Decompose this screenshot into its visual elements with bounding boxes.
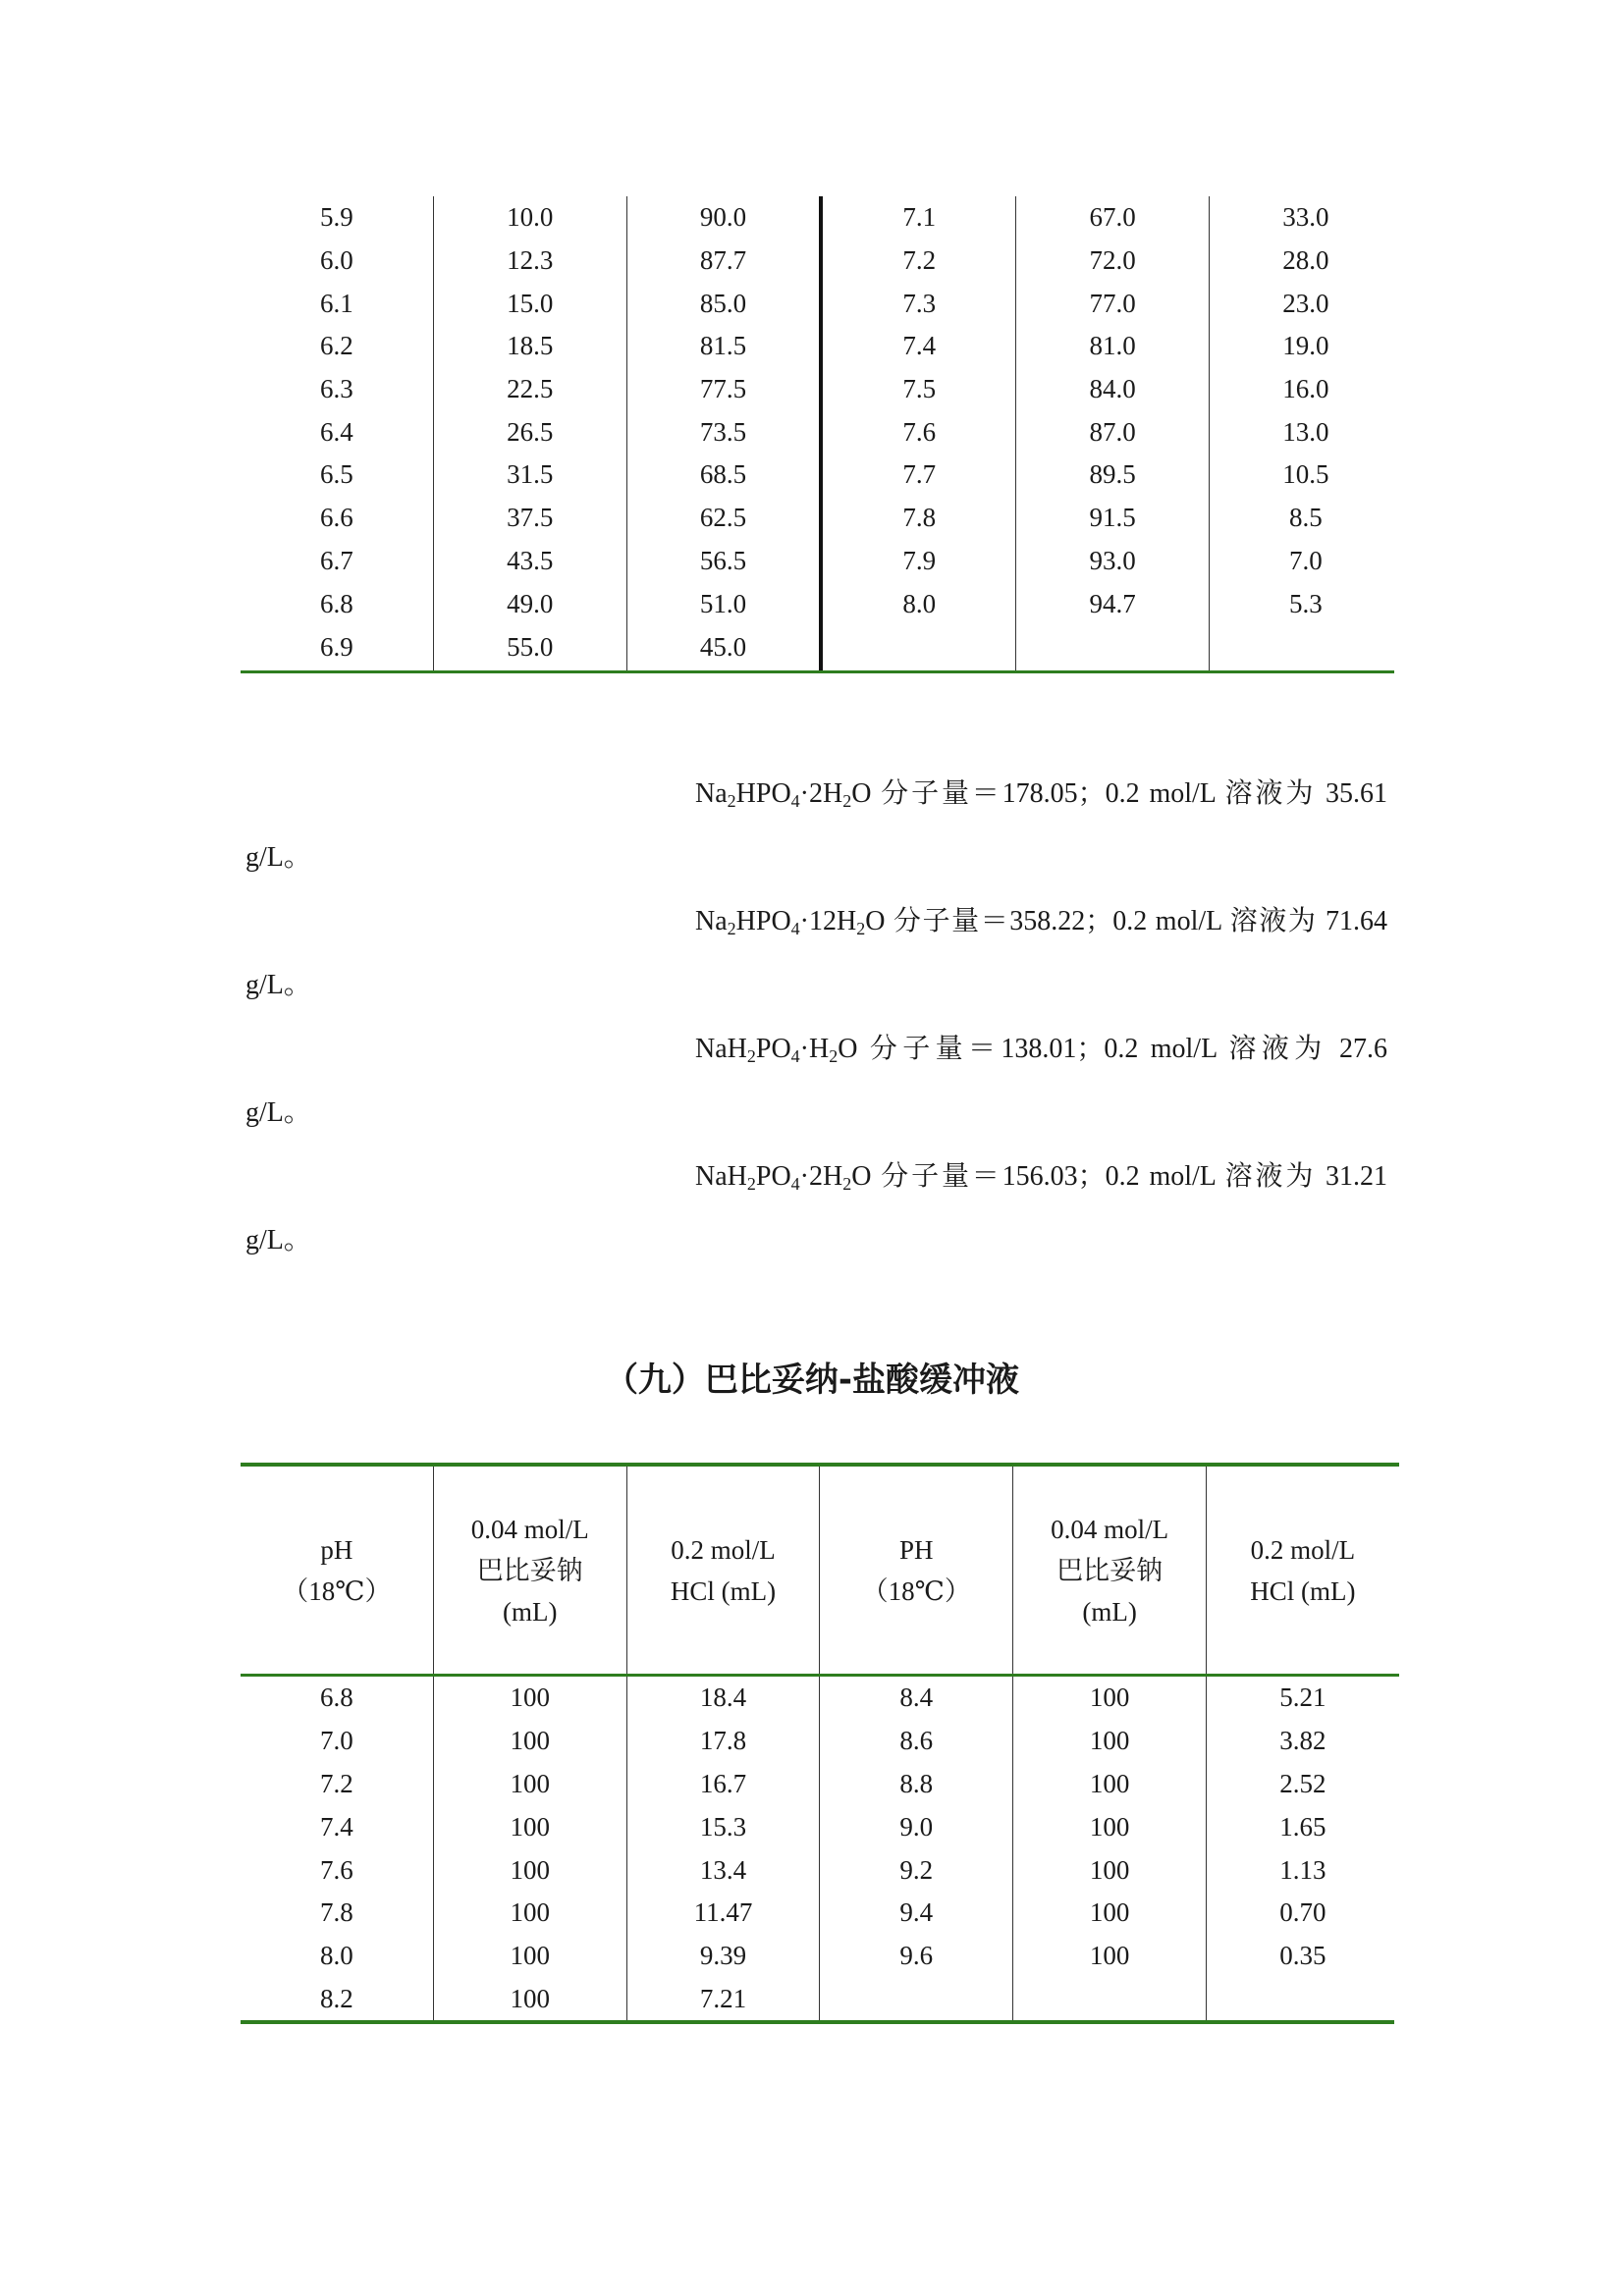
table-cell: 56.5 — [626, 540, 821, 583]
table-cell: 90.0 — [626, 196, 821, 240]
table-cell: 1.65 — [1279, 1811, 1326, 1842]
table-cell: 15.0 — [433, 282, 626, 325]
table-cell: 5.21 — [1279, 1682, 1326, 1713]
formula-subscript: 4 — [790, 919, 800, 938]
note-line — [695, 778, 1388, 811]
table-cell: 7.8 — [821, 497, 1015, 540]
table-cell: 100 — [433, 1978, 626, 2021]
table-cell: 100 — [1013, 1720, 1207, 1763]
table-cell: 87.0 — [1016, 410, 1210, 454]
table-cell: 7.21 — [626, 1978, 820, 2021]
note-text: 分子量＝178.05；0.2 mol/L 溶液为 35.61 — [881, 778, 1388, 809]
table-cell: 85.0 — [626, 282, 821, 325]
table-cell: 100 — [433, 1720, 626, 1763]
note-unit: g/L。 — [245, 842, 311, 873]
table-cell: 81.5 — [626, 325, 821, 368]
table-cell: 7.1 — [821, 196, 1015, 240]
formula-subscript: 4 — [790, 1174, 800, 1194]
table-cell: 100 — [1013, 1676, 1207, 1720]
formula-text: NaH — [695, 1161, 747, 1192]
table-cell: 28.0 — [1282, 245, 1329, 276]
table-cell: 8.0 — [821, 582, 1015, 625]
table-cell: 100 — [433, 1848, 626, 1892]
table-cell: 6.0 — [241, 240, 433, 283]
chemical-formula — [695, 778, 871, 809]
table-cell: 17.8 — [626, 1720, 820, 1763]
formula-text: ·2H — [799, 778, 843, 809]
chemical-formula — [695, 1161, 871, 1192]
formula-text: O — [838, 1034, 858, 1064]
table-cell: 100 — [1013, 1935, 1207, 1978]
header-cell: 0.04 mol/L 巴比妥钠 (mL) — [1013, 1465, 1207, 1676]
table-row — [241, 1848, 1399, 1892]
table-cell: 43.5 — [433, 540, 626, 583]
table-cell: 15.3 — [626, 1805, 820, 1848]
note-unit: g/L。 — [245, 970, 311, 1000]
note-text: 分子量＝156.03；0.2 mol/L 溶液为 31.21 — [881, 1161, 1388, 1192]
table-cell: 55.0 — [433, 625, 626, 670]
table-cell — [821, 625, 1015, 670]
table-cell: 11.47 — [626, 1892, 820, 1935]
table-cell: 3.82 — [1279, 1726, 1326, 1756]
table-cell: 7.6 — [821, 410, 1015, 454]
formula-subscript: 2 — [842, 1174, 852, 1194]
table-cell: 19.0 — [1282, 331, 1329, 361]
table-row — [241, 1978, 1399, 2021]
table-cell: 26.5 — [433, 410, 626, 454]
table-cell: 100 — [1013, 1848, 1207, 1892]
table-cell: 22.5 — [433, 368, 626, 411]
note-text: 分子量＝358.22；0.2 mol/L 溶液为 71.64 — [893, 906, 1388, 936]
table-cell: 12.3 — [433, 240, 626, 283]
table-cell: 45.0 — [626, 625, 821, 670]
section-title: （九）巴比妥纳-盐酸缓冲液 — [604, 1361, 1020, 1400]
table-cell: 33.0 — [1282, 202, 1329, 233]
table-row — [241, 1892, 1399, 1935]
formula-subscript: 4 — [790, 791, 800, 811]
phosphate-buffer-table-continued — [241, 196, 1402, 670]
table-row — [241, 1676, 1399, 1720]
table-cell: 51.0 — [626, 582, 821, 625]
table-row — [241, 410, 1402, 454]
table-cell: 7.6 — [241, 1848, 433, 1892]
table-cell: 89.5 — [1016, 454, 1210, 497]
chemical-formula — [695, 1034, 857, 1064]
table-cell: 100 — [433, 1935, 626, 1978]
note-line — [695, 1161, 1388, 1194]
table-cell: 100 — [433, 1763, 626, 1806]
formula-text: NaH — [695, 1034, 747, 1064]
table-cell: 77.5 — [626, 368, 821, 411]
formula-subscript: 2 — [727, 791, 736, 811]
table-cell: 7.9 — [821, 540, 1015, 583]
formula-subscript: 2 — [829, 1046, 839, 1066]
table-cell: 37.5 — [433, 497, 626, 540]
note-line — [695, 1034, 1388, 1066]
table-cell — [1209, 625, 1401, 670]
table-cell: 5.3 — [1289, 588, 1323, 618]
table-row — [241, 325, 1402, 368]
table-cell: 77.0 — [1016, 282, 1210, 325]
table-cell: 10.0 — [433, 196, 626, 240]
table-cell — [1206, 1978, 1398, 2021]
table-cell: 7.4 — [241, 1805, 433, 1848]
table-row — [241, 625, 1402, 670]
barbital-buffer-table-wrapper — [241, 1463, 1394, 2024]
table-cell: 94.7 — [1016, 582, 1210, 625]
table-cell: 6.9 — [241, 625, 433, 670]
table-row — [241, 240, 1402, 283]
table-cell: 9.4 — [820, 1892, 1013, 1935]
table-cell: 16.7 — [626, 1763, 820, 1806]
table-cell — [1016, 625, 1210, 670]
table-cell: 8.4 — [820, 1676, 1013, 1720]
table-cell: 8.2 — [241, 1978, 433, 2021]
table-row — [241, 454, 1402, 497]
table-row — [241, 1763, 1399, 1806]
table-cell: 0.35 — [1279, 1941, 1326, 1971]
table-cell: 5.9 — [241, 196, 433, 240]
formula-text: O — [851, 1161, 872, 1192]
table-cell: 100 — [1013, 1892, 1207, 1935]
header-cell: 0.2 mol/L HCl (mL) — [626, 1465, 820, 1676]
table-cell: 68.5 — [626, 454, 821, 497]
table-cell: 81.0 — [1016, 325, 1210, 368]
table-row — [241, 1935, 1399, 1978]
formula-subscript: 4 — [790, 1046, 800, 1066]
formula-text: ·12H — [799, 906, 857, 936]
table-row — [241, 497, 1402, 540]
table-cell: 23.0 — [1282, 288, 1329, 318]
table-cell: 0.70 — [1279, 1897, 1326, 1928]
formula-text: ·H — [799, 1034, 830, 1064]
note-unit: g/L。 — [245, 1225, 311, 1255]
table-cell: 8.6 — [820, 1720, 1013, 1763]
table-cell: 7.0 — [1289, 545, 1323, 575]
table-cell: 6.8 — [241, 582, 433, 625]
table-cell: 13.0 — [1282, 416, 1329, 447]
table-cell: 8.0 — [241, 1935, 433, 1978]
formula-text: HPO — [735, 906, 791, 936]
table-cell: 8.8 — [820, 1763, 1013, 1806]
table-cell: 1.13 — [1279, 1854, 1326, 1885]
formula-subscript: 2 — [746, 1174, 756, 1194]
table-cell: 7.4 — [821, 325, 1015, 368]
table-cell: 9.0 — [820, 1805, 1013, 1848]
formula-text: Na — [695, 778, 728, 809]
table-cell: 49.0 — [433, 582, 626, 625]
table-cell: 8.5 — [1289, 503, 1323, 533]
table-cell: 7.2 — [241, 1763, 433, 1806]
table-cell — [1013, 1978, 1207, 2021]
table-cell: 67.0 — [1016, 196, 1210, 240]
table-row — [241, 1720, 1399, 1763]
table-cell: 9.6 — [820, 1935, 1013, 1978]
formula-text: O — [865, 906, 886, 936]
table-cell: 7.7 — [821, 454, 1015, 497]
table-row — [241, 282, 1402, 325]
note-unit: g/L。 — [245, 1097, 311, 1128]
table-row — [241, 582, 1402, 625]
table-cell: 9.39 — [626, 1935, 820, 1978]
formula-text: PO — [755, 1161, 791, 1192]
header-cell: 0.04 mol/L 巴比妥钠 (mL) — [433, 1465, 626, 1676]
table-cell: 18.4 — [626, 1676, 820, 1720]
table-cell: 7.5 — [821, 368, 1015, 411]
table-cell: 10.5 — [1282, 459, 1329, 490]
table-cell: 87.7 — [626, 240, 821, 283]
formula-text: HPO — [735, 778, 791, 809]
table-cell: 2.52 — [1279, 1768, 1326, 1798]
table-cell: 91.5 — [1016, 497, 1210, 540]
table-cell: 6.8 — [241, 1676, 433, 1720]
table-cell: 62.5 — [626, 497, 821, 540]
table-cell: 100 — [433, 1676, 626, 1720]
formula-text: O — [851, 778, 872, 809]
formula-subscript: 2 — [746, 1046, 756, 1066]
formula-subscript: 2 — [727, 919, 736, 938]
formula-subscript: 2 — [856, 919, 866, 938]
table-row — [241, 540, 1402, 583]
table-cell: 100 — [1013, 1763, 1207, 1806]
table-cell: 7.8 — [241, 1892, 433, 1935]
table-cell: 100 — [1013, 1805, 1207, 1848]
note-line — [695, 906, 1388, 938]
table-cell: 13.4 — [626, 1848, 820, 1892]
table-cell: 84.0 — [1016, 368, 1210, 411]
table-bottom-rule — [241, 670, 1394, 673]
table-cell: 6.2 — [241, 325, 433, 368]
table-cell: 6.6 — [241, 497, 433, 540]
header-cell: pH （18℃） — [241, 1465, 433, 1676]
table-cell: 7.3 — [821, 282, 1015, 325]
table-cell: 93.0 — [1016, 540, 1210, 583]
formula-text: ·2H — [799, 1161, 843, 1192]
table-cell: 73.5 — [626, 410, 821, 454]
table-row — [241, 1805, 1399, 1848]
table-cell — [820, 1978, 1013, 2021]
table-cell: 18.5 — [433, 325, 626, 368]
table-row — [241, 196, 1402, 240]
table-cell: 72.0 — [1016, 240, 1210, 283]
table-cell: 31.5 — [433, 454, 626, 497]
table-cell: 9.2 — [820, 1848, 1013, 1892]
barbital-hcl-buffer-table — [241, 1463, 1399, 2020]
table-header-row — [241, 1465, 1399, 1676]
table-cell: 6.3 — [241, 368, 433, 411]
table-cell: 7.2 — [821, 240, 1015, 283]
header-cell: 0.2 mol/L HCl (mL) — [1250, 1534, 1356, 1606]
table-cell: 7.0 — [241, 1720, 433, 1763]
formula-text: Na — [695, 906, 728, 936]
table-cell: 16.0 — [1282, 374, 1329, 404]
table-cell: 6.5 — [241, 454, 433, 497]
table-cell: 100 — [433, 1892, 626, 1935]
chemical-formula — [695, 906, 885, 936]
formula-text: PO — [755, 1034, 791, 1064]
table-cell: 100 — [433, 1805, 626, 1848]
table-cell: 6.7 — [241, 540, 433, 583]
table-bottom-rule — [241, 2020, 1394, 2024]
note-text: 分子量＝138.01；0.2 mol/L 溶液为 27.6 — [869, 1034, 1388, 1064]
table-row — [241, 368, 1402, 411]
formula-subscript: 2 — [842, 791, 852, 811]
table-cell: 6.4 — [241, 410, 433, 454]
table-cell: 6.1 — [241, 282, 433, 325]
header-cell: PH （18℃） — [820, 1465, 1013, 1676]
